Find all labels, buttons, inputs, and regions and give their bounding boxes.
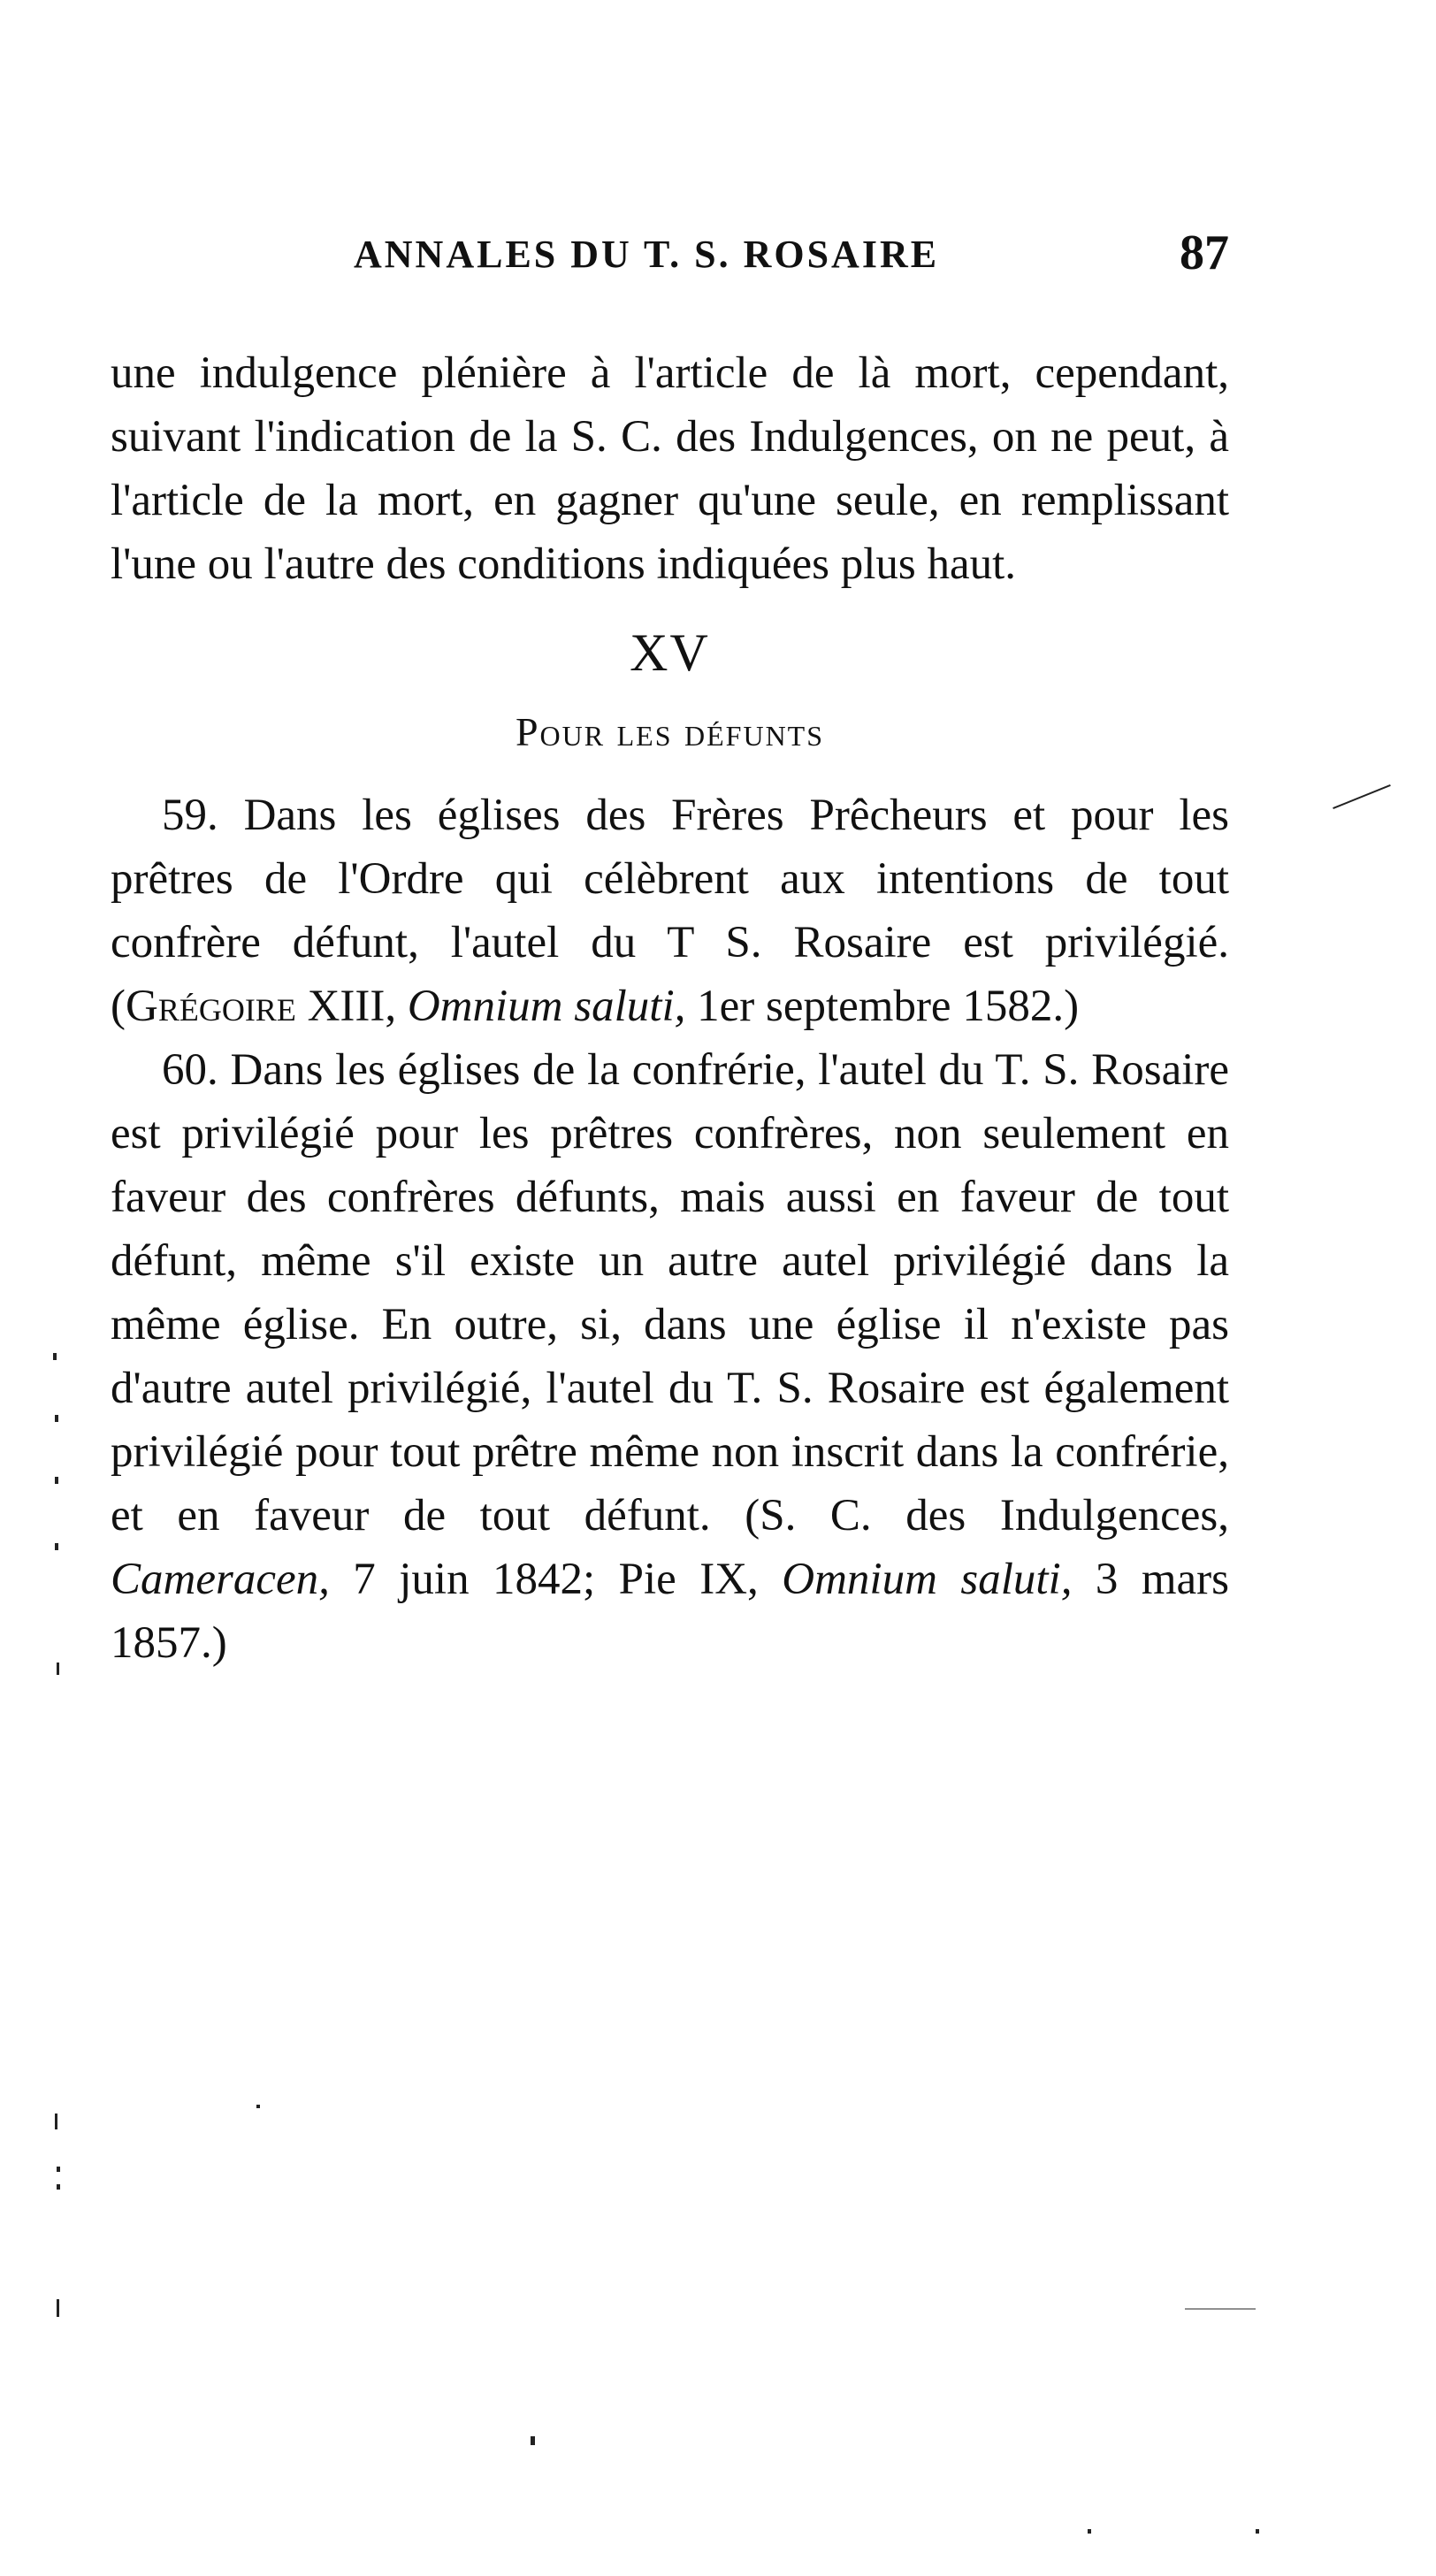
scan-speck — [531, 2436, 535, 2445]
scan-speck — [57, 2299, 59, 2317]
scan-speck — [55, 2114, 57, 2129]
scan-speck — [55, 1477, 58, 1484]
scan-speck — [1088, 2529, 1091, 2534]
scan-speck — [1333, 784, 1391, 809]
scan-speck — [256, 2105, 260, 2108]
section-number: XV — [630, 623, 710, 682]
paragraph-59-text-a: 59. Dans les églises des Frères Prêcheurs et pour les prêtres de l'Ordre qui célèbrent aux intentions de tout confrère défunt, l'autel du T S. Rosaire est privilégié. ( — [111, 791, 1229, 1031]
running-title: ANNALES DU T. S. ROSAIRE — [354, 233, 940, 276]
scan-speck — [1256, 2529, 1259, 2534]
scan-speck — [53, 1353, 57, 1360]
paragraph-60 — [111, 1038, 1229, 1675]
scan-speck — [57, 2184, 60, 2190]
paragraph-59-text-c: 1er septembre 1582.) — [685, 982, 1080, 1031]
body-text — [111, 341, 1229, 1675]
intro-paragraph: une indulgence plénière à l'article de là mort, cependant, suivant l'indication de la S. C. des Indulgences, on ne peut, à l'article de la mort, en gagner qu'une seule, en remplissant l'une ou l'autre des conditions indiquées plus haut. — [111, 348, 1229, 589]
paragraph-59-citation-title: Omnium saluti, — [407, 982, 686, 1031]
page-number: 87 — [1180, 225, 1229, 280]
paragraph-60-text-a: 60. Dans les églises de la confrérie, l'autel du T. S. Rosaire est privilégié pour les prêtres confrères, non seulement en faveur des confrères défunts, mais aussi en faveur de tout défunt, même s'il existe un autre autel privilégié dans la même église. En outre, si, dans une église il n'existe pas d'autre autel privilégié, l'autel du T. S. Rosaire est également privilégié pour tout prêtre même non inscrit dans la confrérie, et en faveur de tout défunt. (S. C. des Indulgences, — [111, 1045, 1229, 1540]
paragraph-60-text-b: 7 juin 1842; Pie IX, — [329, 1555, 783, 1604]
paragraph-59 — [111, 784, 1229, 1038]
scan-speck — [57, 1663, 59, 1675]
scan-speck — [57, 2167, 60, 2172]
paragraph-59-author: Grégoire — [125, 982, 296, 1031]
running-head — [318, 225, 1229, 302]
paragraph-60-citation-1: Cameracen, — [111, 1555, 330, 1604]
paragraph-60-citation-2: Omnium saluti, — [782, 1555, 1073, 1604]
section-title: Pour les défunts — [515, 709, 825, 754]
paragraph-59-text-b: XIII, — [295, 982, 408, 1031]
paragraph-60-text-c: 3 mars 1857.) — [111, 1555, 1229, 1668]
scan-speck — [1185, 2308, 1256, 2310]
scan-speck — [55, 1415, 58, 1422]
scan-speck — [55, 1543, 58, 1550]
